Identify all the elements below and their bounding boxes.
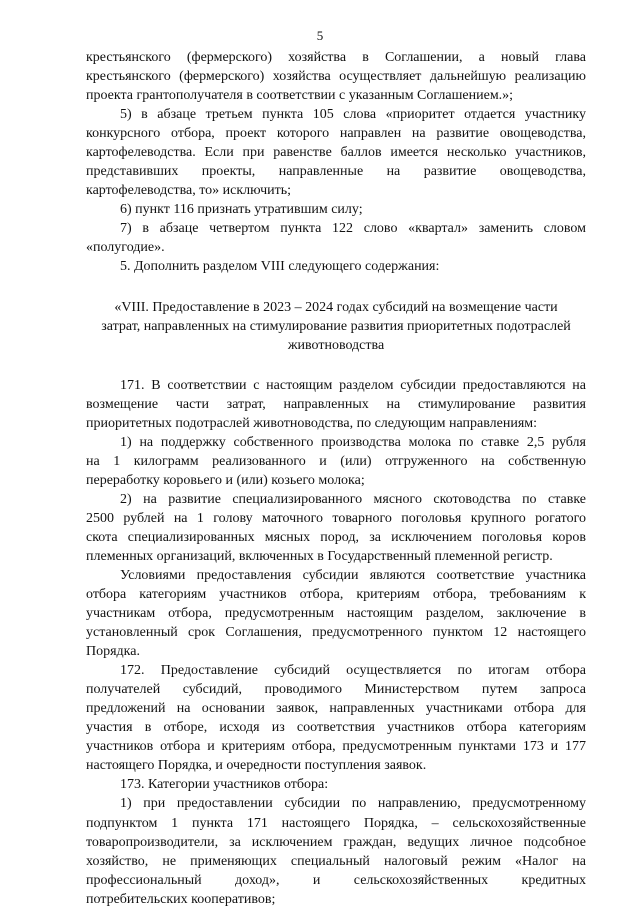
text-line: «полугодие». xyxy=(86,240,165,255)
text-line: затрат, направленных на стимулирование развития приоритетных подотраслей xyxy=(101,319,571,334)
text-line: 5. Дополнить разделом VIII следующего содержания: xyxy=(120,259,440,274)
text-line: 2) на развитие специализированного мясного скотоводства по ставке xyxy=(120,492,586,507)
text-line: крестьянского (фермерского) хозяйства в Соглашении, а новый глава xyxy=(86,50,586,65)
text-line: настоящего Порядка, и очередности поступления заявок. xyxy=(86,758,427,773)
text-line: 5) в абзаце третьем пункта 105 слова «приоритет отдается участнику xyxy=(120,107,586,122)
text-line: представивших проекты, направленные на развитие овощеводства, xyxy=(86,164,586,179)
text-line: товаропроизводители, за исключением граждан, ведущих личное подсобное xyxy=(86,835,586,850)
text-line: получателей субсидий, проводимого Министерством путем запроса xyxy=(86,682,586,697)
text-line: «VIII. Предоставление в 2023 – 2024 годах субсидий на возмещение части xyxy=(114,300,558,315)
text-line: 7) в абзаце четвертом пункта 122 слово «квартал» заменить словом xyxy=(120,221,586,236)
text-line: профессиональный доход», и сельскохозяйственных кредитных xyxy=(86,873,586,888)
text-line: 6) пункт 116 признать утратившим силу; xyxy=(120,202,363,217)
text-line: на 1 килограмм реализованного и (или) отгруженного на собственную xyxy=(86,454,586,469)
text-line: отбора категориям участников отбора, критериям отбора, требованиям к xyxy=(86,587,586,602)
text-line: установленный срок Соглашения, предусмотренного пунктом 12 настоящего xyxy=(86,625,586,640)
text-line: 172. Предоставление субсидий осуществляется по итогам отбора xyxy=(120,663,586,678)
text-line: потребительских кооперативов; xyxy=(86,892,276,907)
text-line: 1) на поддержку собственного производства молока по ставке 2,5 рубля xyxy=(120,435,586,450)
text-line: 1) при предоставлении субсидии по направлению, предусмотренному xyxy=(120,796,586,811)
text-line: Порядка. xyxy=(86,644,140,659)
text-line: участников отбора и критериям отбора, предусмотренным пунктами 173 и 177 xyxy=(86,739,586,754)
text-line: скота специализированных мясных пород, за исключением поголовья коров xyxy=(86,530,586,545)
text-line: хозяйство, не применяющих специальный налоговый режим «Налог на xyxy=(86,854,586,869)
text-line: возмещение части затрат, направленных на стимулирование развития xyxy=(86,397,586,412)
text-line: Условиями предоставления субсидии являются соответствие участника xyxy=(120,568,586,583)
text-line: приоритетных подотраслей животноводства, по следующим направлениям: xyxy=(86,416,538,431)
text-line: картофелеводства, то» исключить; xyxy=(86,183,292,198)
text-line: крестьянского (фермерского) хозяйства осуществляет дальнейшую реализацию xyxy=(86,69,586,84)
text-line: 171. В соответствии с настоящим разделом субсидии предоставляются на xyxy=(120,378,586,393)
text-line: подпунктом 1 пункта 171 настоящего Порядка, – сельскохозяйственные xyxy=(86,816,586,831)
page-number: 5 xyxy=(316,28,324,43)
text-line: предложений на основании заявок, направленных участниками отбора для xyxy=(86,701,586,716)
text-line: картофелеводства. Если при равенстве баллов имеется несколько участников, xyxy=(86,145,586,160)
text-line: переработку коровьего и (или) козьего молока; xyxy=(86,473,365,488)
text-line: племенных организаций, включенных в Государственный племенной регистр. xyxy=(86,549,553,564)
text-line: животноводства xyxy=(287,338,385,353)
text-line: участия в отборе, исходя из соответствия участников отбора категориям xyxy=(86,720,586,735)
text-line: участникам отбора, предусмотренным настоящим разделом, заключение в xyxy=(86,606,586,621)
text-line: 173. Категории участников отбора: xyxy=(120,777,329,792)
text-line: 2500 рублей на 1 голову маточного товарного поголовья крупного рогатого xyxy=(86,511,586,526)
text-line: конкурсного отбора, проект которого направлен на развитие овощеводства, xyxy=(86,126,586,141)
text-line: проекта грантополучателя в соответствии с указанным Соглашением.»; xyxy=(86,88,514,103)
